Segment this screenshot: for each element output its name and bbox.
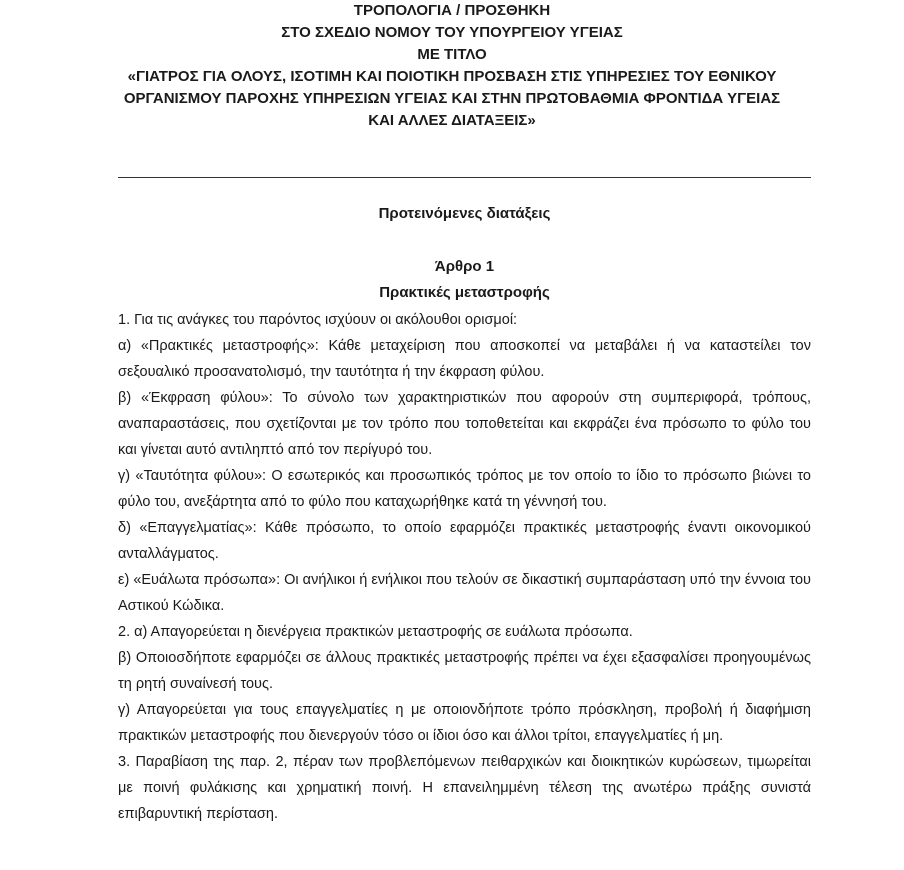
horizontal-divider [118,177,811,178]
heading-line: ΚΑΙ ΑΛΛΕΣ ΔΙΑΤΑΞΕΙΣ» [368,112,536,129]
heading-line: «ΓΙΑΤΡΟΣ ΓΙΑ ΟΛΟΥΣ, ΙΣΟΤΙΜΗ ΚΑΙ ΠΟΙΟΤΙΚΗ ΠΡΟΣΒΑΣΗ ΣΤΙΣ ΥΠΗΡΕΣΙΕΣ ΤΟΥ ΕΘΝΙΚΟΥ [127,68,777,85]
heading-line: ΣΤΟ ΣΧΕΔΙΟ ΝΟΜΟΥ ΤΟΥ ΥΠΟΥΡΓΕΙΟΥ ΥΓΕΙΑΣ [281,24,623,41]
paragraph: 3. Παραβίαση της παρ. 2, πέραν των προβλεπόμενων πειθαρχικών και διοικητικών κυρώσεων, τιμωρείται με ποινή φυλάκισης και χρηματική ποινή. Η επανειλημμένη τέλεση της ανωτέρω πράξης συνιστά επιβαρυντική περίσταση. [118,754,811,822]
paragraph: β) «Έκφραση φύλου»: Το σύνολο των χαρακτηριστικών που αφορούν στη συμπεριφορά, τρόπους, αναπαραστάσεις, που σχετίζονται με τον τρόπο που τοποθετείται και εκφράζει ένα πρόσωπο το φύλο του και γίνεται αυτό αντιληπτό από τον περίγυρό του. [118,390,811,458]
paragraph: 2. α) Απαγορεύεται η διενέργεια πρακτικών μεταστροφής σε ευάλωτα πρόσωπα. [118,624,633,640]
paragraph: β) Οποιοσδήποτε εφαρμόζει σε άλλους πρακτικές μεταστροφής πρέπει να έχει εξασφαλίσει προηγουμένως τη ρητή συναίνεσή τους. [118,650,811,692]
heading-line: ΜΕ ΤΙΤΛΟ [417,46,487,63]
article-number: Άρθρο 1 [434,258,495,275]
document-heading [80,0,824,132]
section-title: Προτεινόμενες διατάξεις [378,205,551,222]
paragraph: 1. Για τις ανάγκες του παρόντος ισχύουν οι ακόλουθοι ορισμοί: [118,312,518,328]
article-body [118,307,811,827]
heading-line: ΤΡΟΠΟΛΟΓΙΑ / ΠΡΟΣΘΗΚΗ [353,2,551,19]
paragraph: γ) Απαγορεύεται για τους επαγγελματίες η με οποιονδήποτε τρόπο πρόσκληση, προβολή ή διαφήμιση πρακτικών μεταστροφής που διενεργούν τόσο οι ίδιοι όσο και άλλοι τρίτοι, επαγγελματίες ή μη. [118,702,811,744]
heading-line: ΟΡΓΑΝΙΣΜΟΥ ΠΑΡΟΧΗΣ ΥΠΗΡΕΣΙΩΝ ΥΓΕΙΑΣ ΚΑΙ ΣΤΗΝ ΠΡΩΤΟΒΑΘΜΙΑ ΦΡΟΝΤΙΔΑ ΥΓΕΙΑΣ [123,90,781,107]
paragraph: α) «Πρακτικές μεταστροφής»: Κάθε μεταχείριση που αποσκοπεί να μεταβάλει ή να καταστείλει τον σεξουαλικό προσανατολισμό, την ταυτότητα ή την έκφραση φύλου. [118,338,811,380]
paragraph: γ) «Ταυτότητα φύλου»: Ο εσωτερικός και προσωπικός τρόπος με τον οποίο το ίδιο το πρόσωπο βιώνει το φύλο του, ανεξάρτητα από το φύλο που καταχωρήθηκε κατά τη γέννησή του. [118,468,811,510]
paragraph: ε) «Ευάλωτα πρόσωπα»: Οι ανήλικοι ή ενήλικοι που τελούν σε δικαστική συμπαράσταση υπό την έννοια του Αστικού Κώδικα. [118,572,811,614]
paragraph: δ) «Επαγγελματίας»: Κάθε πρόσωπο, το οποίο εφαρμόζει πρακτικές μεταστροφής έναντι οικονομικού ανταλλάγματος. [118,520,811,562]
article-title: Πρακτικές μεταστροφής [379,284,550,301]
